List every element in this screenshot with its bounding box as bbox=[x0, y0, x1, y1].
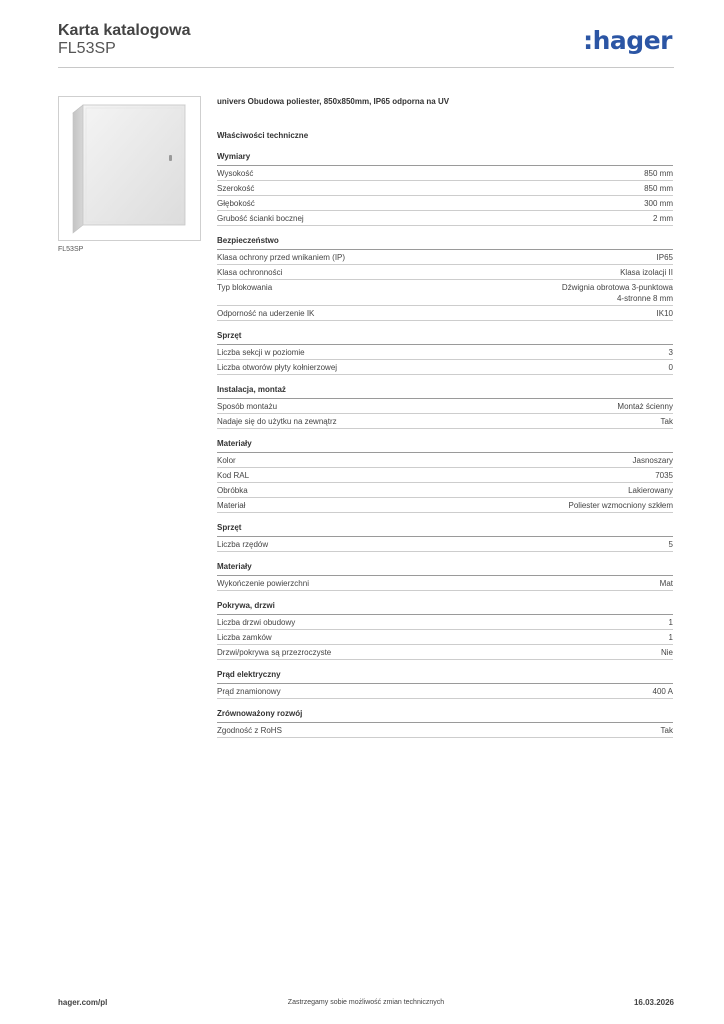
spec-label: Klasa ochronności bbox=[217, 268, 283, 277]
spec-label: Kod RAL bbox=[217, 471, 250, 480]
spec-row bbox=[217, 414, 673, 429]
spec-row bbox=[217, 483, 673, 498]
spec-label: Zgodność z RoHS bbox=[217, 726, 282, 735]
spec-label: Liczba drzwi obudowy bbox=[217, 618, 296, 627]
spec-value: IK10 bbox=[656, 309, 673, 318]
spec-row bbox=[217, 498, 673, 513]
spec-row bbox=[217, 576, 673, 591]
section-title: Pokrywa, drzwi bbox=[217, 600, 673, 615]
hager-logo: :hager bbox=[583, 26, 672, 55]
section-title: Instalacja, montaż bbox=[217, 384, 673, 399]
spec-label: Obróbka bbox=[217, 486, 248, 495]
spec-label: Prąd znamionowy bbox=[217, 687, 281, 696]
footer-notice: Zastrzegamy sobie możliwość zmian technicznych bbox=[287, 999, 445, 1006]
section-materials-finish bbox=[217, 561, 673, 591]
section-materials bbox=[217, 438, 673, 513]
spec-label: Sposób montażu bbox=[217, 402, 278, 411]
image-caption: FL53SP bbox=[58, 246, 84, 253]
spec-row bbox=[217, 360, 673, 375]
spec-value: Dźwignia obrotowa 3-punktowa 4-stronne 8 mm bbox=[561, 283, 673, 303]
spec-row bbox=[217, 399, 673, 414]
spec-row bbox=[217, 468, 673, 483]
spec-value: Lakierowany bbox=[628, 486, 673, 495]
spec-row bbox=[217, 166, 673, 181]
spec-row bbox=[217, 684, 673, 699]
spec-row bbox=[217, 196, 673, 211]
section-title: Wymiary bbox=[217, 151, 673, 166]
section-equipment-rows bbox=[217, 522, 673, 552]
spec-value: 0 bbox=[668, 363, 673, 372]
product-image bbox=[58, 96, 201, 241]
product-content bbox=[217, 96, 673, 738]
section-title: Sprzęt bbox=[217, 522, 673, 537]
spec-label: Liczba zamków bbox=[217, 633, 272, 642]
section-equipment bbox=[217, 330, 673, 375]
technical-properties-heading: Właściwości techniczne bbox=[217, 131, 309, 140]
spec-value: Montaż ścienny bbox=[617, 402, 673, 411]
spec-label: Liczba rzędów bbox=[217, 540, 269, 549]
spec-value: Poliester wzmocniony szkłem bbox=[568, 501, 673, 510]
spec-value: Tak bbox=[660, 417, 673, 426]
page-header bbox=[58, 22, 674, 68]
spec-value: 400 A bbox=[652, 687, 673, 696]
spec-label: Liczba sekcji w poziomie bbox=[217, 348, 305, 357]
spec-value: 850 mm bbox=[644, 169, 673, 178]
spec-row bbox=[217, 265, 673, 280]
spec-value: Tak bbox=[660, 726, 673, 735]
spec-row bbox=[217, 537, 673, 552]
spec-value: Jasnoszary bbox=[632, 456, 673, 465]
spec-value: 1 bbox=[668, 633, 673, 642]
spec-row bbox=[217, 345, 673, 360]
spec-row bbox=[217, 280, 673, 306]
spec-value: Mat bbox=[659, 579, 673, 588]
product-code: FL53SP bbox=[58, 40, 116, 57]
spec-value: 7035 bbox=[655, 471, 673, 480]
section-dimensions bbox=[217, 151, 673, 226]
enclosure-illustration bbox=[59, 97, 202, 242]
section-title: Bezpieczeństwo bbox=[217, 235, 673, 250]
spec-value: Nie bbox=[660, 648, 673, 657]
spec-row bbox=[217, 306, 673, 321]
section-electrical bbox=[217, 669, 673, 699]
product-description: univers Obudowa poliester, 850x850mm, IP65 odporna na UV bbox=[217, 97, 450, 106]
spec-value: 850 mm bbox=[644, 184, 673, 193]
spec-row bbox=[217, 453, 673, 468]
spec-label: Szerokość bbox=[217, 184, 255, 193]
section-title: Zrównoważony rozwój bbox=[217, 708, 673, 723]
spec-value: 3 bbox=[668, 348, 673, 357]
spec-label: Nadaje się do użytku na zewnątrz bbox=[217, 417, 337, 426]
spec-value: 1 bbox=[668, 618, 673, 627]
document-title: Karta katalogowa bbox=[58, 22, 191, 39]
spec-label: Materiał bbox=[217, 501, 246, 510]
spec-label: Typ blokowania bbox=[217, 283, 273, 292]
section-title: Materiały bbox=[217, 438, 673, 453]
spec-label: Grubość ścianki bocznej bbox=[217, 214, 304, 223]
spec-row bbox=[217, 645, 673, 660]
spec-row bbox=[217, 630, 673, 645]
spec-label: Wykończenie powierzchni bbox=[217, 579, 309, 588]
section-title: Materiały bbox=[217, 561, 673, 576]
footer-website: hager.com/pl bbox=[58, 998, 108, 1007]
spec-row bbox=[217, 723, 673, 738]
spec-label: Odporność na uderzenie IK bbox=[217, 309, 315, 318]
spec-row bbox=[217, 211, 673, 226]
spec-value: IP65 bbox=[656, 253, 673, 262]
section-safety bbox=[217, 235, 673, 321]
spec-label: Liczba otworów płyty kołnierzowej bbox=[217, 363, 338, 372]
spec-label: Kolor bbox=[217, 456, 236, 465]
spec-value: 5 bbox=[668, 540, 673, 549]
spec-value: 300 mm bbox=[644, 199, 673, 208]
spec-row bbox=[217, 615, 673, 630]
spec-value: 2 mm bbox=[653, 214, 673, 223]
footer-date: 16.03.2026 bbox=[633, 998, 674, 1007]
section-installation bbox=[217, 384, 673, 429]
spec-label: Wysokość bbox=[217, 169, 254, 178]
spec-label: Klasa ochrony przed wnikaniem (IP) bbox=[217, 253, 346, 262]
page-footer bbox=[58, 998, 674, 1010]
spec-row bbox=[217, 250, 673, 265]
spec-label: Drzwi/pokrywa są przezroczyste bbox=[217, 648, 332, 657]
spec-value: Klasa izolacji II bbox=[620, 268, 673, 277]
section-cover-door bbox=[217, 600, 673, 660]
spec-label: Głębokość bbox=[217, 199, 255, 208]
spec-row bbox=[217, 181, 673, 196]
section-sustainability bbox=[217, 708, 673, 738]
section-title: Sprzęt bbox=[217, 330, 673, 345]
section-title: Prąd elektryczny bbox=[217, 669, 673, 684]
